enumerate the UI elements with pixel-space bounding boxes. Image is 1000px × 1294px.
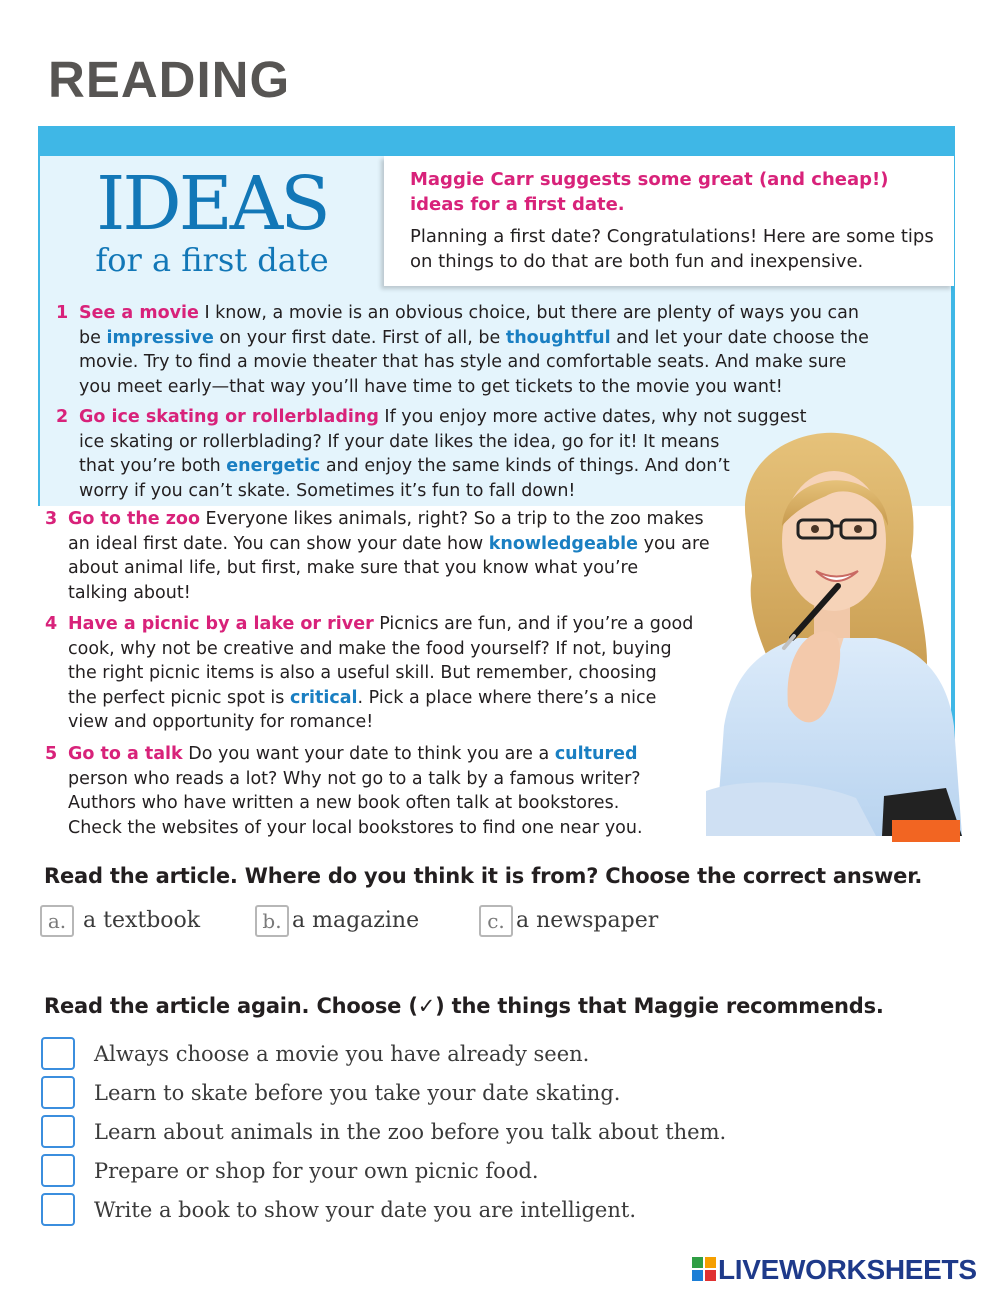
tip-3 [45, 507, 745, 605]
orange-tab-decoration [892, 820, 960, 842]
keyword: cultured [554, 744, 638, 764]
statement-2-text: Learn to skate before you take your date skating. [94, 1081, 621, 1105]
tip-2 [56, 405, 816, 503]
tip-text: on your first date. First of all, be [213, 327, 506, 348]
woman-with-pen-illustration [706, 426, 962, 836]
statement-4-text: Prepare or shop for your own picnic food. [94, 1159, 539, 1183]
tip-text: I know, a movie is an obvious choice, but there are plenty of ways you can [198, 303, 859, 323]
tip-text: If you enjoy more active dates, why not suggest [378, 407, 807, 427]
keyword: energetic [226, 456, 321, 477]
tip-text: Check the websites of your local bookstores to find one near you. [68, 817, 643, 838]
statement-1-text: Always choose a movie you have already seen. [94, 1042, 590, 1066]
tip-text: worry if you can’t skate. Sometimes it’s fun to fall down! [79, 480, 576, 501]
tip-number: 2 [56, 407, 69, 427]
tip-heading: Have a picnic by a lake or river [68, 614, 374, 634]
liveworksheets-logo-text: LIVEWORKSHEETS [718, 1254, 977, 1285]
tip-text: ice skating or rollerblading? If your date likes the idea, go for it! It means [79, 431, 720, 452]
tip-number: 5 [45, 744, 58, 764]
tip-text: person who reads a lot? Why not go to a talk by a famous writer? [68, 768, 641, 789]
tip-text: . Pick a place where there’s a nice [357, 687, 657, 708]
tip-text: you are [638, 533, 710, 554]
liveworksheets-logo[interactable] [692, 1254, 992, 1286]
statement-2-checkbox[interactable] [41, 1076, 75, 1109]
statement-1-checkbox[interactable] [41, 1037, 75, 1070]
tip-number: 4 [45, 614, 58, 634]
tip-4 [45, 612, 725, 735]
tip-text: talking about! [68, 582, 191, 603]
article-title-sub: for a first date [95, 241, 329, 279]
tip-heading: Go to a talk [68, 744, 183, 764]
tip-text: Do you want your date to think you are a [182, 744, 555, 764]
question-1-prompt: Read the article. Where do you think it is from? Choose the correct answer. [44, 864, 923, 888]
article-title [62, 161, 362, 286]
keyword: thoughtful [505, 327, 611, 348]
page-heading: READING [48, 51, 291, 108]
statement-5-checkbox[interactable] [41, 1193, 75, 1226]
tip-text: movie. Try to find a movie theater that has style and comfortable seats. And make sure [79, 352, 847, 373]
tip-heading: Go ice skating or rollerblading [79, 407, 379, 427]
tip-text: and enjoy the same kinds of things. And don’t [320, 456, 730, 477]
tip-text: the right picnic items is also a useful skill. But remember, choosing [68, 663, 657, 684]
tip-text: cook, why not be creative and make the food yourself? If not, buying [68, 638, 672, 659]
intro-text: Planning a first date? Congratulations! Here are some tips on things to do that are both fun and inexpensive. [410, 226, 934, 272]
statement-5-text: Write a book to show your date you are intelligent. [94, 1198, 637, 1222]
intro-lead: Maggie Carr suggests some great (and cheap!) ideas for a first date. [410, 169, 889, 215]
tip-number: 1 [56, 303, 69, 323]
tip-heading: See a movie [79, 303, 199, 323]
keyword: critical [289, 687, 358, 708]
tip-text: Authors who have written a new book often talk at bookstores. [68, 793, 620, 814]
tip-text: you meet early—that way you’ll have time to get tickets to the movie you want! [79, 376, 783, 397]
tip-text: and let your date choose the [610, 327, 869, 348]
question-2-prompt: Read the article again. Choose (✓) the things that Maggie recommends. [44, 994, 884, 1018]
option-b-text: a magazine [292, 908, 420, 933]
keyword: impressive [106, 327, 214, 348]
tip-5 [45, 742, 725, 840]
option-c-box[interactable]: c. [479, 905, 513, 937]
tip-heading: Go to the zoo [68, 509, 200, 529]
tip-text: view and opportunity for romance! [68, 712, 374, 733]
tip-text: Everyone likes animals, right? So a trip to the zoo makes [199, 509, 704, 529]
option-c-text: a newspaper [516, 908, 659, 933]
liveworksheets-logo-icon [692, 1257, 716, 1281]
option-b-box[interactable]: b. [255, 905, 289, 937]
option-a-box[interactable]: a. [40, 905, 74, 937]
tip-number: 3 [45, 509, 58, 529]
statement-3-checkbox[interactable] [41, 1115, 75, 1148]
tip-text: be [79, 327, 107, 348]
tip-1 [56, 301, 936, 399]
tip-text: that you’re both [79, 456, 227, 477]
article-title-main: IDEAS [96, 161, 328, 247]
keyword: knowledgeable [488, 533, 639, 554]
tip-text: Picnics are fun, and if you’re a good [373, 614, 694, 634]
tip-text: the perfect picnic spot is [68, 687, 290, 708]
tip-text: about animal life, but first, make sure that you know what you’re [68, 558, 639, 579]
statement-3-text: Learn about animals in the zoo before you talk about them. [94, 1120, 727, 1144]
tip-text: an ideal first date. You can show your date how [68, 533, 489, 554]
statement-4-checkbox[interactable] [41, 1154, 75, 1187]
option-a-text: a textbook [83, 908, 201, 933]
